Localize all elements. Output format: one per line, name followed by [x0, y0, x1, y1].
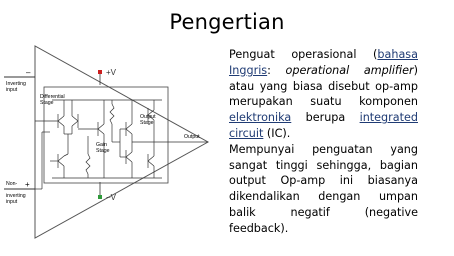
link-elektronika[interactable]: elektronika [229, 111, 292, 125]
inverting-input-label-1: Inverting [6, 81, 26, 87]
inverting-input-label-2: input [6, 87, 18, 93]
paragraph1-text-2: : [267, 63, 286, 77]
minus-v-label: −V [106, 193, 117, 202]
differential-stage-label-2: Stage [40, 100, 54, 106]
output-label: Output [184, 134, 200, 140]
plus-sign: + [25, 180, 30, 189]
plus-v-label: +V [106, 68, 117, 77]
non-inverting-input-label-2: inverting [6, 193, 26, 199]
paragraph1-text-4: berupa [291, 111, 360, 125]
minus-v-terminal [98, 195, 102, 199]
transistor-network [50, 100, 168, 178]
differential-stage-label-1: Differential [40, 94, 65, 100]
paragraph1-text-1: Penguat operasional ( [229, 48, 378, 61]
paragraph-gain: Mempunyai penguatan yang sangat tinggi sehingga, bagian output Op-amp ini biasanya dikendalikan dengan umpan balik negatif (negative feedback). [229, 142, 418, 235]
paragraph1-text-3: ) atau yang biasa disebut op-amp merupakan suatu komponen [229, 63, 419, 109]
gain-stage-label-1: Gain [96, 142, 107, 148]
gain-stage-label-2: Stage [96, 148, 110, 154]
paragraph1-text-5: (IC). [263, 126, 291, 140]
slide-title: Pengertian [169, 10, 285, 34]
term-operational-amplifier: operational amplifier [285, 63, 414, 77]
paragraph-definition [229, 47, 418, 142]
op-amp-diagram [2, 42, 214, 242]
internal-circuit-box [44, 87, 168, 183]
link-integrated-circuit[interactable]: integrated circuit [229, 111, 418, 140]
non-inverting-input-label-3: input [6, 199, 18, 205]
minus-sign: – [26, 68, 31, 77]
plus-v-terminal [98, 70, 102, 74]
non-inverting-input-label-1: Non- [6, 181, 18, 187]
link-bahasa-inggris[interactable]: bahasa Inggris [229, 48, 418, 77]
content-text [229, 47, 418, 237]
output-stage-label-2: Stage [140, 120, 154, 126]
output-stage-label-1: Output [140, 114, 156, 120]
